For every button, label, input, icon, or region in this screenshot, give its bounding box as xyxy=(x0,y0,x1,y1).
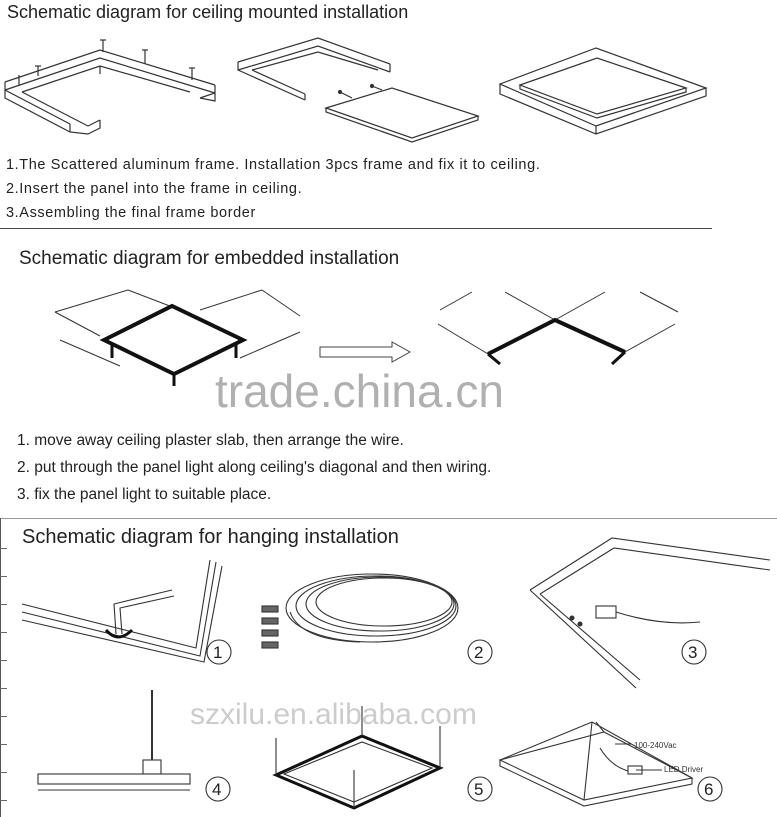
hanging-wire-figure xyxy=(38,690,190,790)
watermark-primary: trade.china.cn xyxy=(215,365,504,417)
cable-coil-figure xyxy=(262,574,458,648)
embedded-step-3: 3. fix the panel light to suitable place. xyxy=(17,486,272,503)
step-number-1: 1 xyxy=(213,643,223,662)
ceiling-step-3: 3.Assembling the final frame border xyxy=(6,205,256,221)
step-number-4: 4 xyxy=(212,780,222,799)
driver-label: LED Driver xyxy=(664,765,704,774)
step-number-6: 6 xyxy=(704,780,714,799)
step-number-2: 2 xyxy=(474,643,484,662)
ceiling-step-1: 1.The Scattered aluminum frame. Installation 3pcs frame and fix it to ceiling. xyxy=(6,157,541,173)
hex-key-figure xyxy=(22,560,222,662)
step-number-5: 5 xyxy=(474,780,484,799)
hanging-section-title: Schematic diagram for hanging installation xyxy=(22,526,399,548)
connector-frame-figure xyxy=(530,538,770,688)
watermark-secondary: szxilu.en.alibaba.com xyxy=(190,698,477,731)
ceiling-step-2: 2.Insert the panel into the frame in ceiling. xyxy=(6,181,303,197)
embedded-step-1: 1. move away ceiling plaster slab, then arrange the wire. xyxy=(17,432,404,449)
voltage-label: 100-240Vac xyxy=(634,741,677,750)
driver-wiring-figure xyxy=(500,722,692,806)
ceiling-section-title: Schematic diagram for ceiling mounted installation xyxy=(7,2,409,22)
embedded-section-title: Schematic diagram for embedded installation xyxy=(19,248,400,269)
embedded-step-2: 2. put through the panel light along ceiling's diagonal and then wiring. xyxy=(17,459,492,476)
step-number-3: 3 xyxy=(688,643,698,662)
